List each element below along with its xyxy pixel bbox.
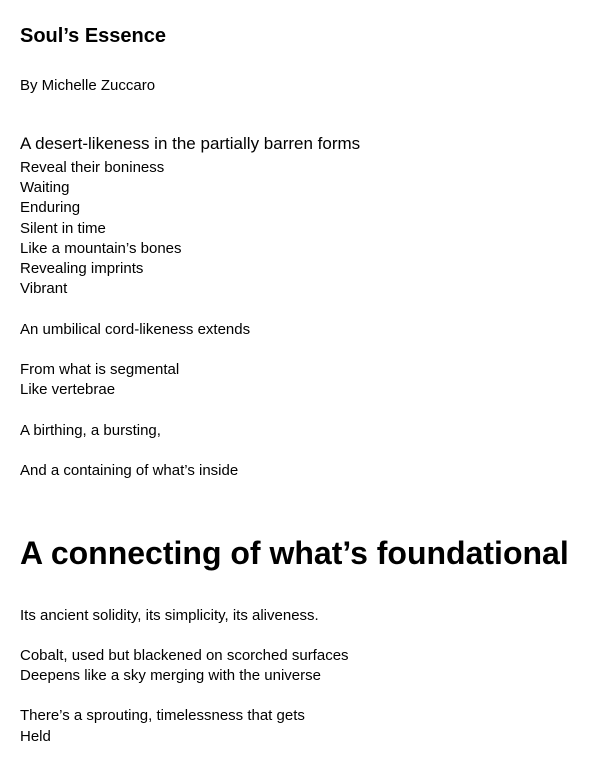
poem-line: There’s a sprouting, timelessness that gets — [20, 707, 305, 724]
poem-line: Revealing imprints — [20, 260, 144, 277]
poem-line: Vibrant — [20, 280, 68, 297]
poem-line: Reveal their boniness — [20, 159, 165, 176]
poem-line: Like a mountain’s bones — [20, 240, 182, 257]
poem-line: From what is segmental — [20, 361, 180, 378]
poem-line: Cobalt, used but blackened on scorched surfaces — [20, 647, 349, 664]
poem-line: Like vertebrae — [20, 381, 116, 398]
poem-line: Its ancient solidity, its simplicity, its aliveness. — [20, 607, 319, 624]
poem-line: Enduring — [20, 199, 81, 216]
poem-lead-line: A desert-likeness in the partially barren forms — [20, 134, 361, 153]
poem-title: Soul’s Essence — [20, 25, 166, 47]
section-heading: A connecting of what’s foundational — [20, 535, 569, 571]
poem-line: Silent in time — [20, 220, 106, 237]
poem-line: Held — [20, 728, 51, 745]
poem-line: An umbilical cord-likeness extends — [20, 321, 251, 338]
poem-line: And a containing of what’s inside — [20, 462, 239, 479]
poem-line: Deepens like a sky merging with the universe — [20, 667, 321, 684]
poem-author: By Michelle Zuccaro — [20, 77, 156, 94]
poem-line: Waiting — [20, 179, 70, 196]
poem-line: A birthing, a bursting, — [20, 422, 161, 439]
